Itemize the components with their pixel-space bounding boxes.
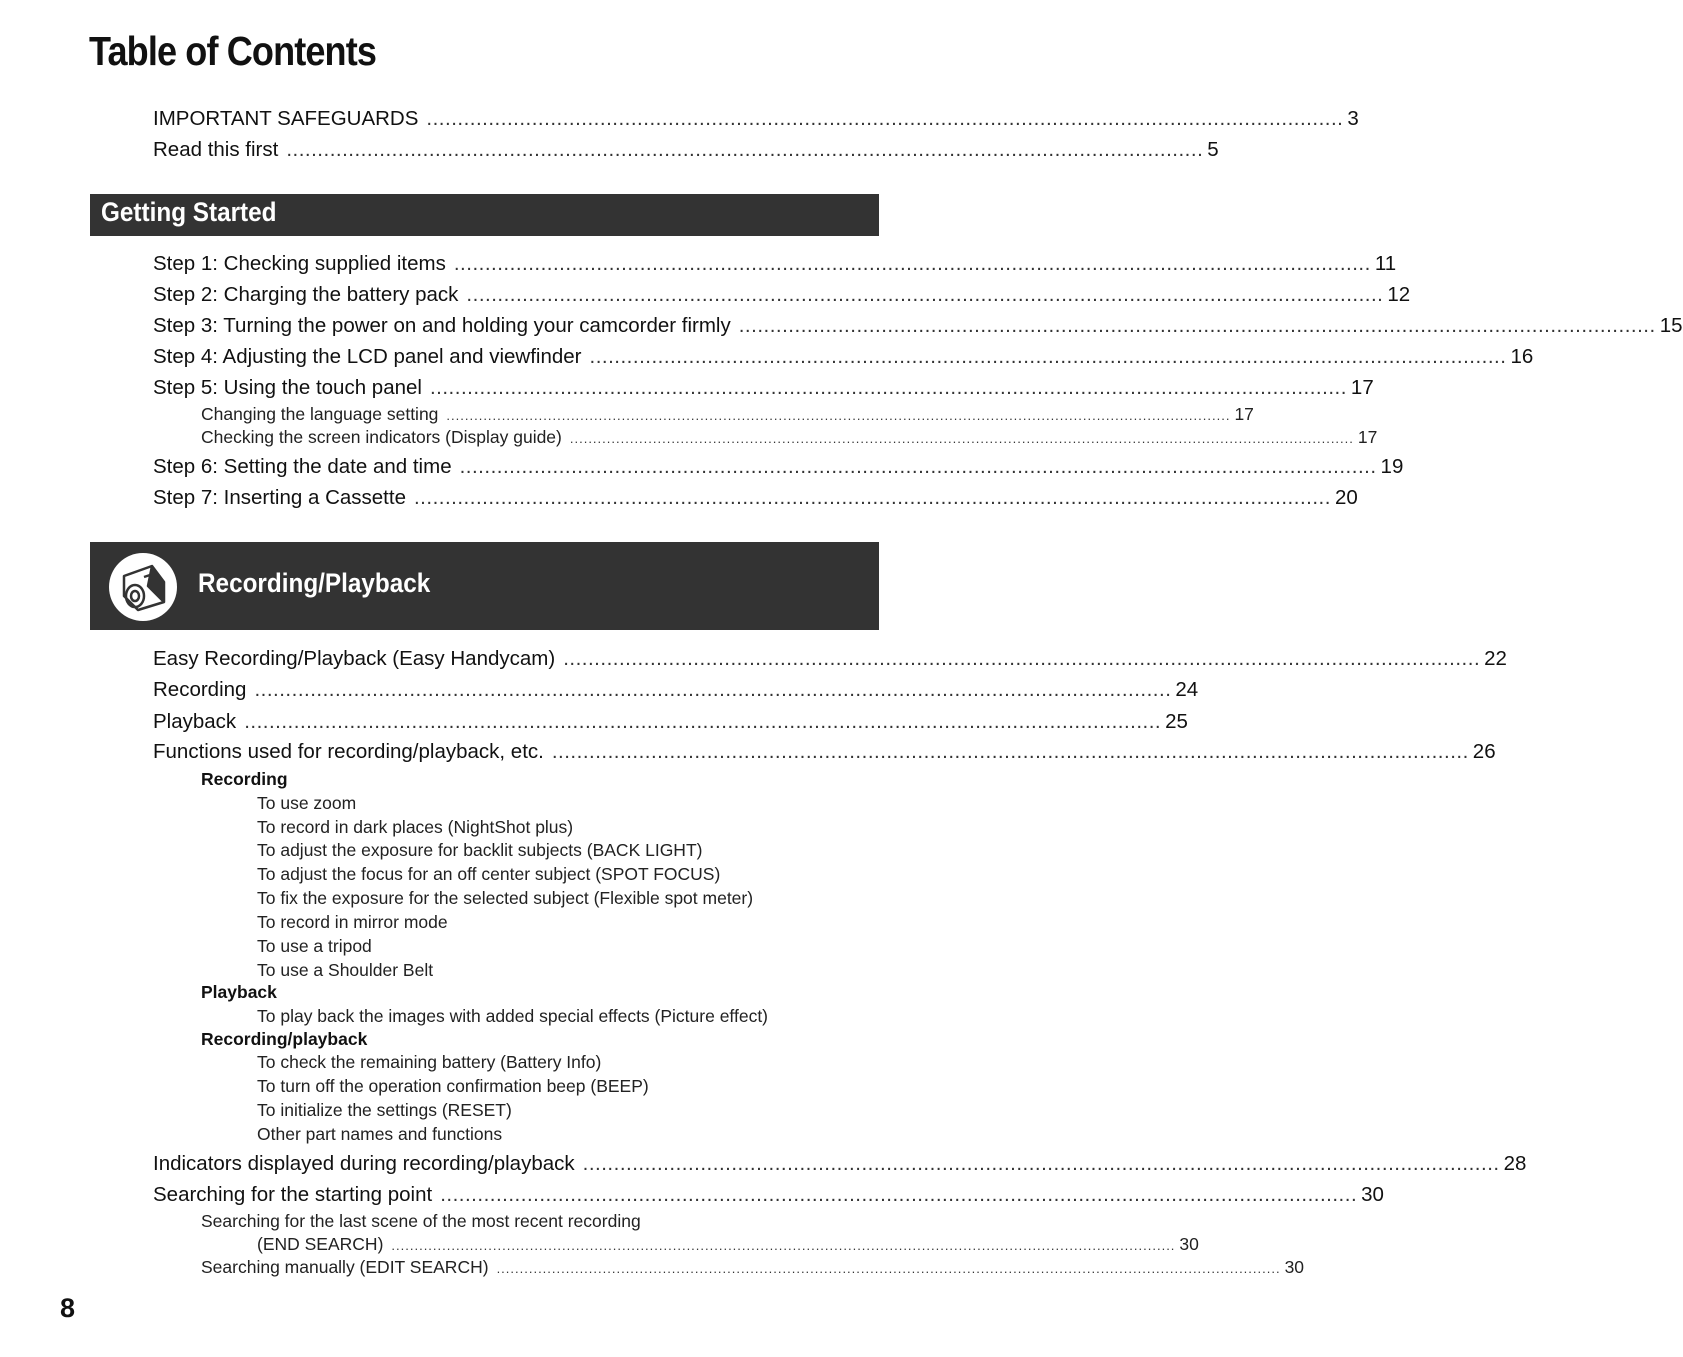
toc-entry-page: 17 <box>1357 427 1378 447</box>
toc-entry-label: Indicators displayed during recording/playback <box>153 1152 575 1175</box>
toc-entry-page: 5 <box>1207 138 1219 161</box>
section-header-getting-started <box>90 194 879 236</box>
list-item[interactable]: To check the remaining battery (Battery Info) <box>257 1052 602 1072</box>
toc-entry[interactable] <box>153 678 1199 702</box>
leader-dots: .................................................................................................................................................... <box>738 314 1656 337</box>
toc-subentry-text[interactable]: Searching for the last scene of the most recent recording <box>201 1211 641 1231</box>
toc-entry[interactable] <box>153 740 1496 764</box>
list-item[interactable]: To record in dark places (NightShot plus) <box>257 817 574 837</box>
leader-dots: .................................................................................................................................................... <box>286 138 1204 161</box>
toc-subentry[interactable] <box>201 427 1378 448</box>
toc-entry-page: 12 <box>1387 283 1411 306</box>
toc-entry-page: 24 <box>1175 678 1199 701</box>
toc-entry-page: 17 <box>1350 376 1374 399</box>
list-item[interactable]: To adjust the exposure for backlit subjects (BACK LIGHT) <box>257 840 703 860</box>
list-item[interactable]: To fix the exposure for the selected subject (Flexible spot meter) <box>257 888 754 908</box>
leader-dots: .................................................................................................................................................... <box>551 740 1469 763</box>
leader-dots: .......................................................................................................................................................................... <box>569 431 1354 446</box>
toc-entry[interactable] <box>153 138 1219 162</box>
toc-entry-label: Checking the screen indicators (Display guide) <box>201 427 562 447</box>
toc-entry[interactable] <box>153 486 1358 510</box>
toc-entry-label: Step 1: Checking supplied items <box>153 252 446 275</box>
toc-entry-label: Step 3: Turning the power on and holding your camcorder firmly <box>153 314 731 337</box>
toc-subentry[interactable] <box>201 1257 1305 1278</box>
leader-dots: .................................................................................................................................................... <box>453 252 1371 275</box>
page-number: 8 <box>60 1293 76 1323</box>
list-item[interactable]: To use a Shoulder Belt <box>257 960 434 980</box>
camcorder-icon <box>108 552 178 622</box>
group-heading: Recording/playback <box>201 1029 368 1049</box>
toc-entry[interactable] <box>153 455 1404 479</box>
list-item[interactable]: To play back the images with added special effects (Picture effect) <box>257 1006 769 1026</box>
toc-entry-page: 30 <box>1179 1234 1199 1254</box>
toc-entry-label: Searching for the starting point <box>153 1183 433 1206</box>
toc-entry[interactable] <box>153 710 1188 734</box>
toc-entry[interactable] <box>153 283 1411 307</box>
toc-entry-page: 25 <box>1165 710 1188 733</box>
toc-entry-page: 3 <box>1347 107 1359 130</box>
toc-entry[interactable] <box>153 314 1683 338</box>
leader-dots: .................................................................................................................................................... <box>244 710 1162 733</box>
toc-entry-page: 17 <box>1234 404 1254 424</box>
toc-entry-page: 19 <box>1380 455 1404 478</box>
leader-dots: .................................................................................................................................................... <box>563 647 1481 670</box>
toc-entry-page: 26 <box>1472 740 1496 763</box>
toc-entry-label: Playback <box>153 710 237 733</box>
toc-entry-page: 28 <box>1503 1152 1527 1175</box>
list-item[interactable]: To initialize the settings (RESET) <box>257 1100 512 1120</box>
list-item[interactable]: To use a tripod <box>257 936 372 956</box>
toc-entry-label: Recording <box>153 678 247 701</box>
leader-dots: .................................................................................................................................................... <box>429 376 1347 399</box>
toc-entry-page: 11 <box>1374 252 1397 275</box>
list-item[interactable]: To adjust the focus for an off center subject (SPOT FOCUS) <box>257 864 721 884</box>
page-title: Table of Contents <box>89 28 377 74</box>
toc-entry-page: 16 <box>1510 345 1534 368</box>
toc-subentry[interactable] <box>201 404 1254 425</box>
leader-dots: .................................................................................................................................................... <box>426 107 1344 130</box>
toc-entry-page: 30 <box>1361 1183 1384 1206</box>
toc-entry[interactable] <box>153 107 1359 131</box>
list-item[interactable]: To use zoom <box>257 793 357 813</box>
leader-dots: .................................................................................................................................................... <box>589 345 1507 368</box>
leader-dots: .......................................................................................................................................................................... <box>446 408 1231 423</box>
list-item[interactable]: To record in mirror mode <box>257 912 448 932</box>
toc-entry-label: Step 7: Inserting a Cassette <box>153 486 406 509</box>
toc-entry-label: (END SEARCH) <box>257 1234 384 1254</box>
leader-dots: .......................................................................................................................................................................... <box>391 1238 1176 1253</box>
toc-entry[interactable] <box>153 345 1534 369</box>
toc-entry-label: Read this first <box>153 138 279 161</box>
leader-dots: .................................................................................................................................................... <box>459 455 1377 478</box>
leader-dots: .................................................................................................................................................... <box>440 1183 1358 1206</box>
toc-subentry[interactable] <box>257 1234 1199 1255</box>
toc-entry-label: Easy Recording/Playback (Easy Handycam) <box>153 647 556 670</box>
toc-entry-label: Functions used for recording/playback, etc. <box>153 740 544 763</box>
toc-entry-label: Step 5: Using the touch panel <box>153 376 422 399</box>
toc-entry-page: 22 <box>1484 647 1507 670</box>
toc-entry-label: Step 4: Adjusting the LCD panel and viewfinder <box>153 345 582 368</box>
toc-entry[interactable] <box>153 1183 1384 1207</box>
list-item[interactable]: Other part names and functions <box>257 1124 503 1144</box>
group-heading: Recording <box>201 769 288 789</box>
toc-entry-label: Searching manually (EDIT SEARCH) <box>201 1257 489 1277</box>
section-header-recording-playback <box>90 542 879 630</box>
toc-entry[interactable] <box>153 252 1397 276</box>
list-item[interactable]: To turn off the operation confirmation beep (BEEP) <box>257 1076 649 1096</box>
section-title: Getting Started <box>101 197 277 227</box>
leader-dots: .................................................................................................................................................... <box>254 678 1172 701</box>
leader-dots: .................................................................................................................................................... <box>582 1152 1500 1175</box>
leader-dots: .................................................................................................................................................... <box>466 283 1384 306</box>
group-heading: Playback <box>201 982 277 1002</box>
toc-entry-page: 30 <box>1284 1257 1305 1277</box>
section-title: Recording/Playback <box>198 568 431 598</box>
toc-entry-label: IMPORTANT SAFEGUARDS <box>153 107 419 130</box>
toc-entry-label: Step 2: Charging the battery pack <box>153 283 459 306</box>
toc-entry-page: 20 <box>1334 486 1358 509</box>
toc-entry[interactable] <box>153 1152 1527 1176</box>
leader-dots: .......................................................................................................................................................................... <box>496 1261 1281 1276</box>
toc-entry-label: Changing the language setting <box>201 404 439 424</box>
toc-entry[interactable] <box>153 647 1507 671</box>
toc-entry[interactable] <box>153 376 1374 400</box>
toc-entry-label: Step 6: Setting the date and time <box>153 455 452 478</box>
toc-entry-page: 15 <box>1659 314 1683 337</box>
leader-dots: .................................................................................................................................................... <box>413 486 1331 509</box>
